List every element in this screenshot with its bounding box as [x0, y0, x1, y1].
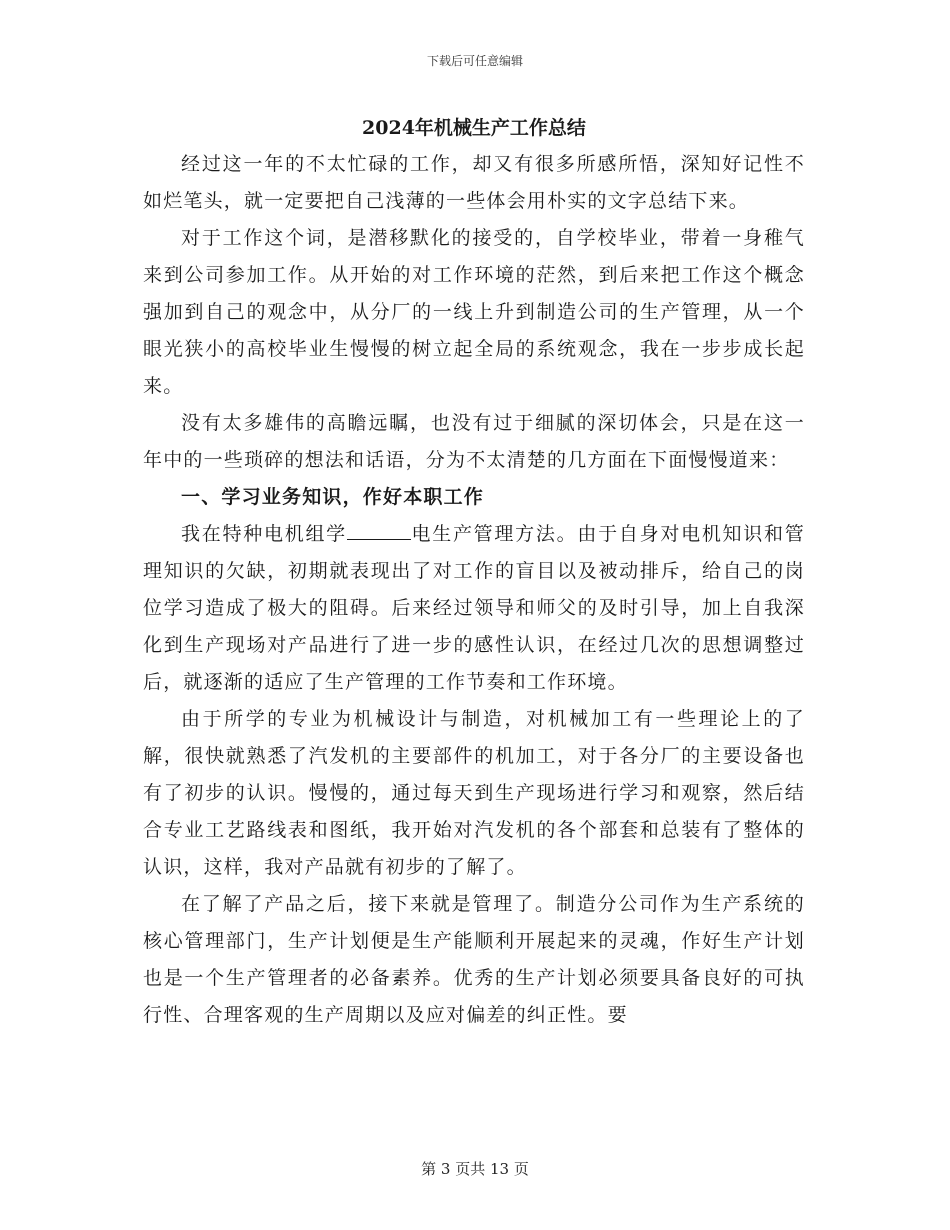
- paragraph-4: [143, 516, 805, 701]
- paragraph-5: 由于所学的专业为机械设计与制造，对机械加工有一些理论上的了解，很快就熟悉了汽发机的主要部件的机加工，对于各分厂的主要设备也有了初步的认识。慢慢的，通过每天到生产现场进行学习和观察，然后结合专业工艺路线表和图纸，我开始对汽发机的各个部套和总装有了整体的认识，这样，我对产品就有初步的了解了。: [143, 708, 805, 878]
- paragraph-2: 对于工作这个词，是潜移默化的接受的，自学校毕业，带着一身稚气来到公司参加工作。从开始的对工作环境的茫然，到后来把工作这个概念强加到自己的观念中，从分厂的一线上升到制造公司的生产管理，从一个眼光狭小的高校毕业生慢慢的树立起全局的系统观念，我在一步步成长起来。: [143, 227, 805, 397]
- page-number: 第 3 页共 13 页: [421, 1160, 529, 1178]
- paragraph-4-rest: 电生产管理方法。由于自身对电机知识和管理知识的欠缺，初期就表现出了对工作的盲目以及被动排斥，给自己的岗位学习造成了极大的阻碍。后来经过领导和师父的及时引导，加上自我深化到生产现场对产品进行了进一步的感性认识，在经过几次的思想调整过后，就逐渐的适应了生产管理的工作节奏和工作环境。: [143, 523, 805, 693]
- paragraph-4-start: 我在特种电机组学: [181, 523, 347, 545]
- paragraph-6: 在了解了产品之后，接下来就是管理了。制造分公司作为生产系统的核心管理部门，生产计划便是生产能顺利开展起来的灵魂，作好生产计划也是一个生产管理者的必备素养。优秀的生产计划必须要具备良好的可执行性、合理客观的生产周期以及应对偏差的纠正性。要: [143, 893, 805, 1026]
- page-header-note: 下载后可任意编辑: [426, 54, 523, 68]
- document-body: [143, 112, 805, 1034]
- fill-in-blank: [347, 521, 411, 540]
- document-title: 2024年机械生产工作总结: [362, 117, 586, 139]
- paragraph-1: 经过这一年的不太忙碌的工作，却又有很多所感所悟，深知好记性不如烂笔头，就一定要把自己浅薄的一些体会用朴实的文字总结下来。: [143, 153, 805, 212]
- paragraph-3: 没有太多雄伟的高瞻远瞩，也没有过于细腻的深切体会，只是在这一年中的一些琐碎的想法和话语，分为不太清楚的几方面在下面慢慢道来：: [143, 412, 805, 471]
- section-heading-1: 一、学习业务知识，作好本职工作: [181, 486, 485, 508]
